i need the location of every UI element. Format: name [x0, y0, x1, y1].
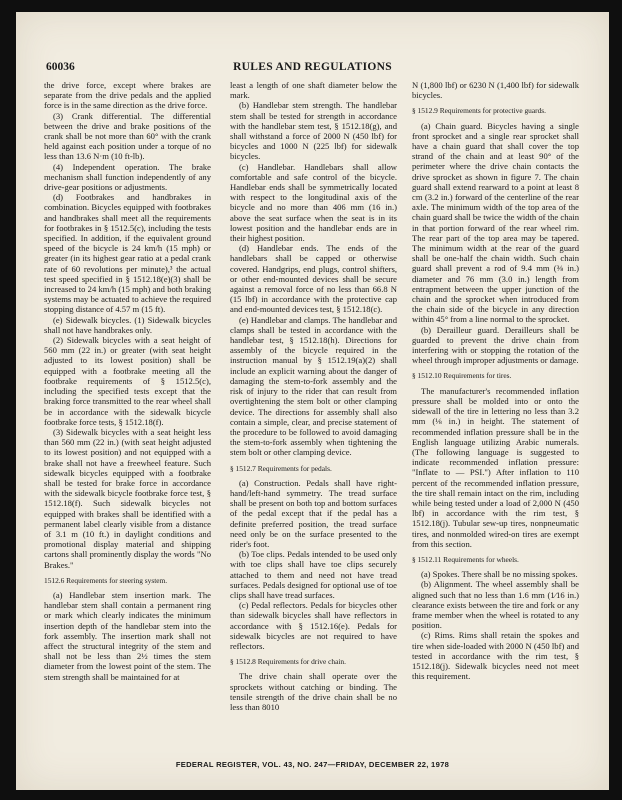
- document-page: [16, 12, 609, 790]
- paragraph: (e) Sidewalk bicycles. (1) Sidewalk bicycles shall not have handbrakes only.: [44, 314, 211, 335]
- paragraph: (c) Pedal reflectors. Pedals for bicycles other than sidewalk bicycles shall have reflectors in accordance with § 1512.16(e). Pedals for sidewalk bicycles are not required to have reflectors.: [230, 600, 397, 651]
- section-heading: 1512.6 Requirements for steering system.: [44, 575, 168, 585]
- paragraph: (a) Spokes. There shall be no missing spokes.: [421, 569, 578, 580]
- text-column-3: [412, 80, 579, 681]
- paragraph: (a) Construction. Pedals shall have right-hand/left-hand symmetry. The tread surface shall be present on both top and bottom surfaces of the pedal except that if the pedal has a definite preferred position, the tread surface need only be on the surface presented to the rider's foot.: [230, 477, 397, 549]
- paragraph: (4) Independent operation. The brake mechanism shall function independently of any drive-gear positions or adjustments.: [44, 161, 211, 193]
- paragraph: (e) Handlebar and clamps. The handlebar and clamps shall be tested in accordance with the handlebar test, § 1512.18(h). Directions for assembly of the bicycle required in the instruction manual by § 1512.19(a)(2) shall include an explicit warning about the danger of damaging the stem-to-fork assembly and the risk of injury to the rider that can result from overtightening the stem bolt or other clamping device. The directions for assembly shall also contain a simple, clear, and precise statement of the procedure to be followed to avoid damaging the stem-to-fork assembly when tightening the stem bolt or other clamping device.: [230, 314, 397, 458]
- paragraph: (a) Handlebar stem insertion mark. The handlebar stem shall contain a permanent ring or mark which clearly indicates the minimum insertion depth of the handlebar stem into the fork assembly. The insertion mark shall not affect the structural integrity of the stem and shall not be less than 2½ times the stem diameter from the lowest point of the stem. The stem strength shall be maintained for at: [44, 589, 211, 682]
- paragraph: least a length of one shaft diameter below the mark.: [230, 80, 397, 101]
- section-heading: § 1512.7 Requirements for pedals.: [230, 463, 332, 473]
- section-heading: § 1512.8 Requirements for drive chain.: [230, 657, 346, 667]
- paragraph: (d) Handlebar ends. The ends of the handlebars shall be capped or otherwise covered. Handgrips, end plugs, control shifters, or other end-mounted devices shall be secure against a removal force of no less than 66.8 N (15 lbf) in accordance with the protective cap and end-mounted devices test, § 1512.18(c).: [230, 243, 397, 315]
- page-header: [16, 61, 609, 77]
- paragraph: the drive force, except where brakes are separate from the drive pedals and the applied force is in the same direction as the drive force.: [44, 80, 211, 111]
- page-title: RULES AND REGULATIONS: [233, 61, 392, 73]
- section-heading: § 1512.9 Requirements for protective guards.: [412, 106, 547, 116]
- paragraph: (3) Sidewalk bicycles with a seat height less than 560 mm (22 in.) (with seat height adjusted to its lowest position) and not equipped with a brake shall not have a freewheel feature. Such sidewalk bicycles equipped with a footbrake shall be tested for brake force in accordance with the sidewalk bicycle footbrake force test, § 1512.18(f). Such sidewalk bicycles not equipped with brakes shall be identified with a permanent label clearly visible from a distance of 3.1 m (10 ft.) in daylight conditions and promotional display material and shipping cartons shall prominently display the words "No Brakes.": [44, 426, 211, 570]
- paragraph: (b) Derailleur guard. Derailleurs shall be guarded to prevent the drive chain from interfering with or stopping the rotation of the wheel through improper adjustments or damage.: [412, 324, 579, 366]
- paragraph: (3) Crank differential. The differential between the drive and brake positions of the crank shall be not more than 60° with the crank held against each position under a torque of no less than 13.6 N·m (10 ft-lb).: [44, 110, 211, 162]
- paragraph: The drive chain shall operate over the sprockets without catching or binding. The tensile strength of the drive chain shall be no less than 8010: [230, 671, 397, 712]
- paragraph: (a) Chain guard. Bicycles having a single front sprocket and a single rear sprocket shall have a chain guard that shall cover the top strand of the chain and at least 90° of the perimeter where the drive chain contacts the drive sprocket as shown in figure 7. The chain guard shall extend rearward to a point at least 8 cm (3.2 in.) forward of the centerline of the rear axle. The minimum width of the top area of the chain guard shall be twice the width of the chain in that portion forward of the rear wheel rim. The rear part of the top area may be tapered. The minimum width at the rear of the guard shall be one-half the chain width. Such chain guard shall prevent a rod of 9.4 mm (⅜ in.) diameter and 76 mm (3.0 in.) length from entrapment between the upper junction of the chain and the sprocket when introduced from the chain side of the bicycle in any direction within 45° from a line normal to the sprocket.: [412, 120, 579, 325]
- paragraph: (c) Handlebar. Handlebars shall allow comfortable and safe control of the bicycle. Handlebar ends shall be symmetrically located with respect to the longitudinal axis of the bicycle and no more than 406 mm (16 in.) above the seat surface when the seat is in its lowest position and the handlebar ends are in their highest position.: [230, 161, 397, 244]
- paragraph: (d) Footbrakes and handbrakes in combination. Bicycles equipped with footbrakes and handbrakes shall meet all the requirements for footbrakes in § 1512.5(c), including the tests specified. In addition, if the equivalent ground speed of the bicycle is 24 km/h (15 mph) or greater (in its highest gear ratio at a pedal crank rate of 60 revolutions per minute),³ the actual test speed specified in § 1512.18(e)(3) shall be increased to 24 km/h (15 mph) and both braking systems may be actuated to achieve the required stopping distance of 4.57 m (15 ft).: [44, 192, 211, 315]
- section-heading: § 1512.10 Requirements for tires.: [412, 371, 512, 381]
- page-footer: FEDERAL REGISTER, VOL. 43, NO. 247—FRIDAY, DECEMBER 22, 1978: [175, 760, 450, 769]
- paragraph: N (1,800 lbf) or 6230 N (1,400 lbf) for sidewalk bicycles.: [412, 80, 579, 101]
- paragraph: (b) Alignment. The wheel assembly shall be aligned such that no less than 1.6 mm (1⁄16 in.) clearance exists between the tire and fork or any frame member when the wheel is rotated to any position.: [412, 579, 579, 631]
- paragraph: (c) Rims. Rims shall retain the spokes and tire when side-loaded with 2000 N (450 lbf) and tested in accordance with the rim test, § 1512.18(j). Sidewalk bicycles need not meet this requirement.: [412, 630, 579, 682]
- text-column-2: [230, 80, 397, 712]
- page-number: 60036: [46, 61, 75, 73]
- paragraph: The manufacturer's recommended inflation pressure shall be molded into or onto the sidewall of the tire in lettering no less than 3.2 mm (⅛ in.) in height. The statement of recommended inflation pressure shall be in the English language utilizing Arabic numerals. (The following language is suggested to indicate recommended inflation pressure: "Inflate to — PSI.") After inflation to 110 percent of the recommended inflation pressure, the tire shall remain intact on the rim, including while being tested under a load of 2,000 N (450 lbf) in accordance with the rim test, § 1512.18(j). Tubular sew-up tires, nonpneumatic tires, and nonmolded wired-on tires are exempt from this section.: [412, 385, 579, 549]
- paragraph: (b) Handlebar stem strength. The handlebar stem shall be tested for strength in accordance with the handlebar stem test, § 1512.18(g), and shall withstand a force of 2000 N (450 lbf) for bicycles and 1000 N (225 lbf) for sidewalk bicycles.: [230, 100, 397, 162]
- paragraph: (2) Sidewalk bicycles with a seat height of 560 mm (22 in.) or greater (with seat height adjusted to its lowest position) shall be equipped with a footbrake meeting all the footbrake requirements of § 1512.5(c), including the specified tests except that the braking force transmitted to the rear wheel shall be in accordance with the sidewalk bicycle footbrake force tests, § 1512.18(f).: [44, 335, 211, 427]
- section-heading: § 1512.11 Requirements for wheels.: [412, 554, 519, 564]
- paragraph: (b) Toe clips. Pedals intended to be used only with toe clips shall have toe clips securely attached to them and need not have tread surfaces. Pedals designed for optional use of toe clips shall have tread surfaces.: [230, 549, 397, 600]
- text-column-1: [44, 80, 211, 682]
